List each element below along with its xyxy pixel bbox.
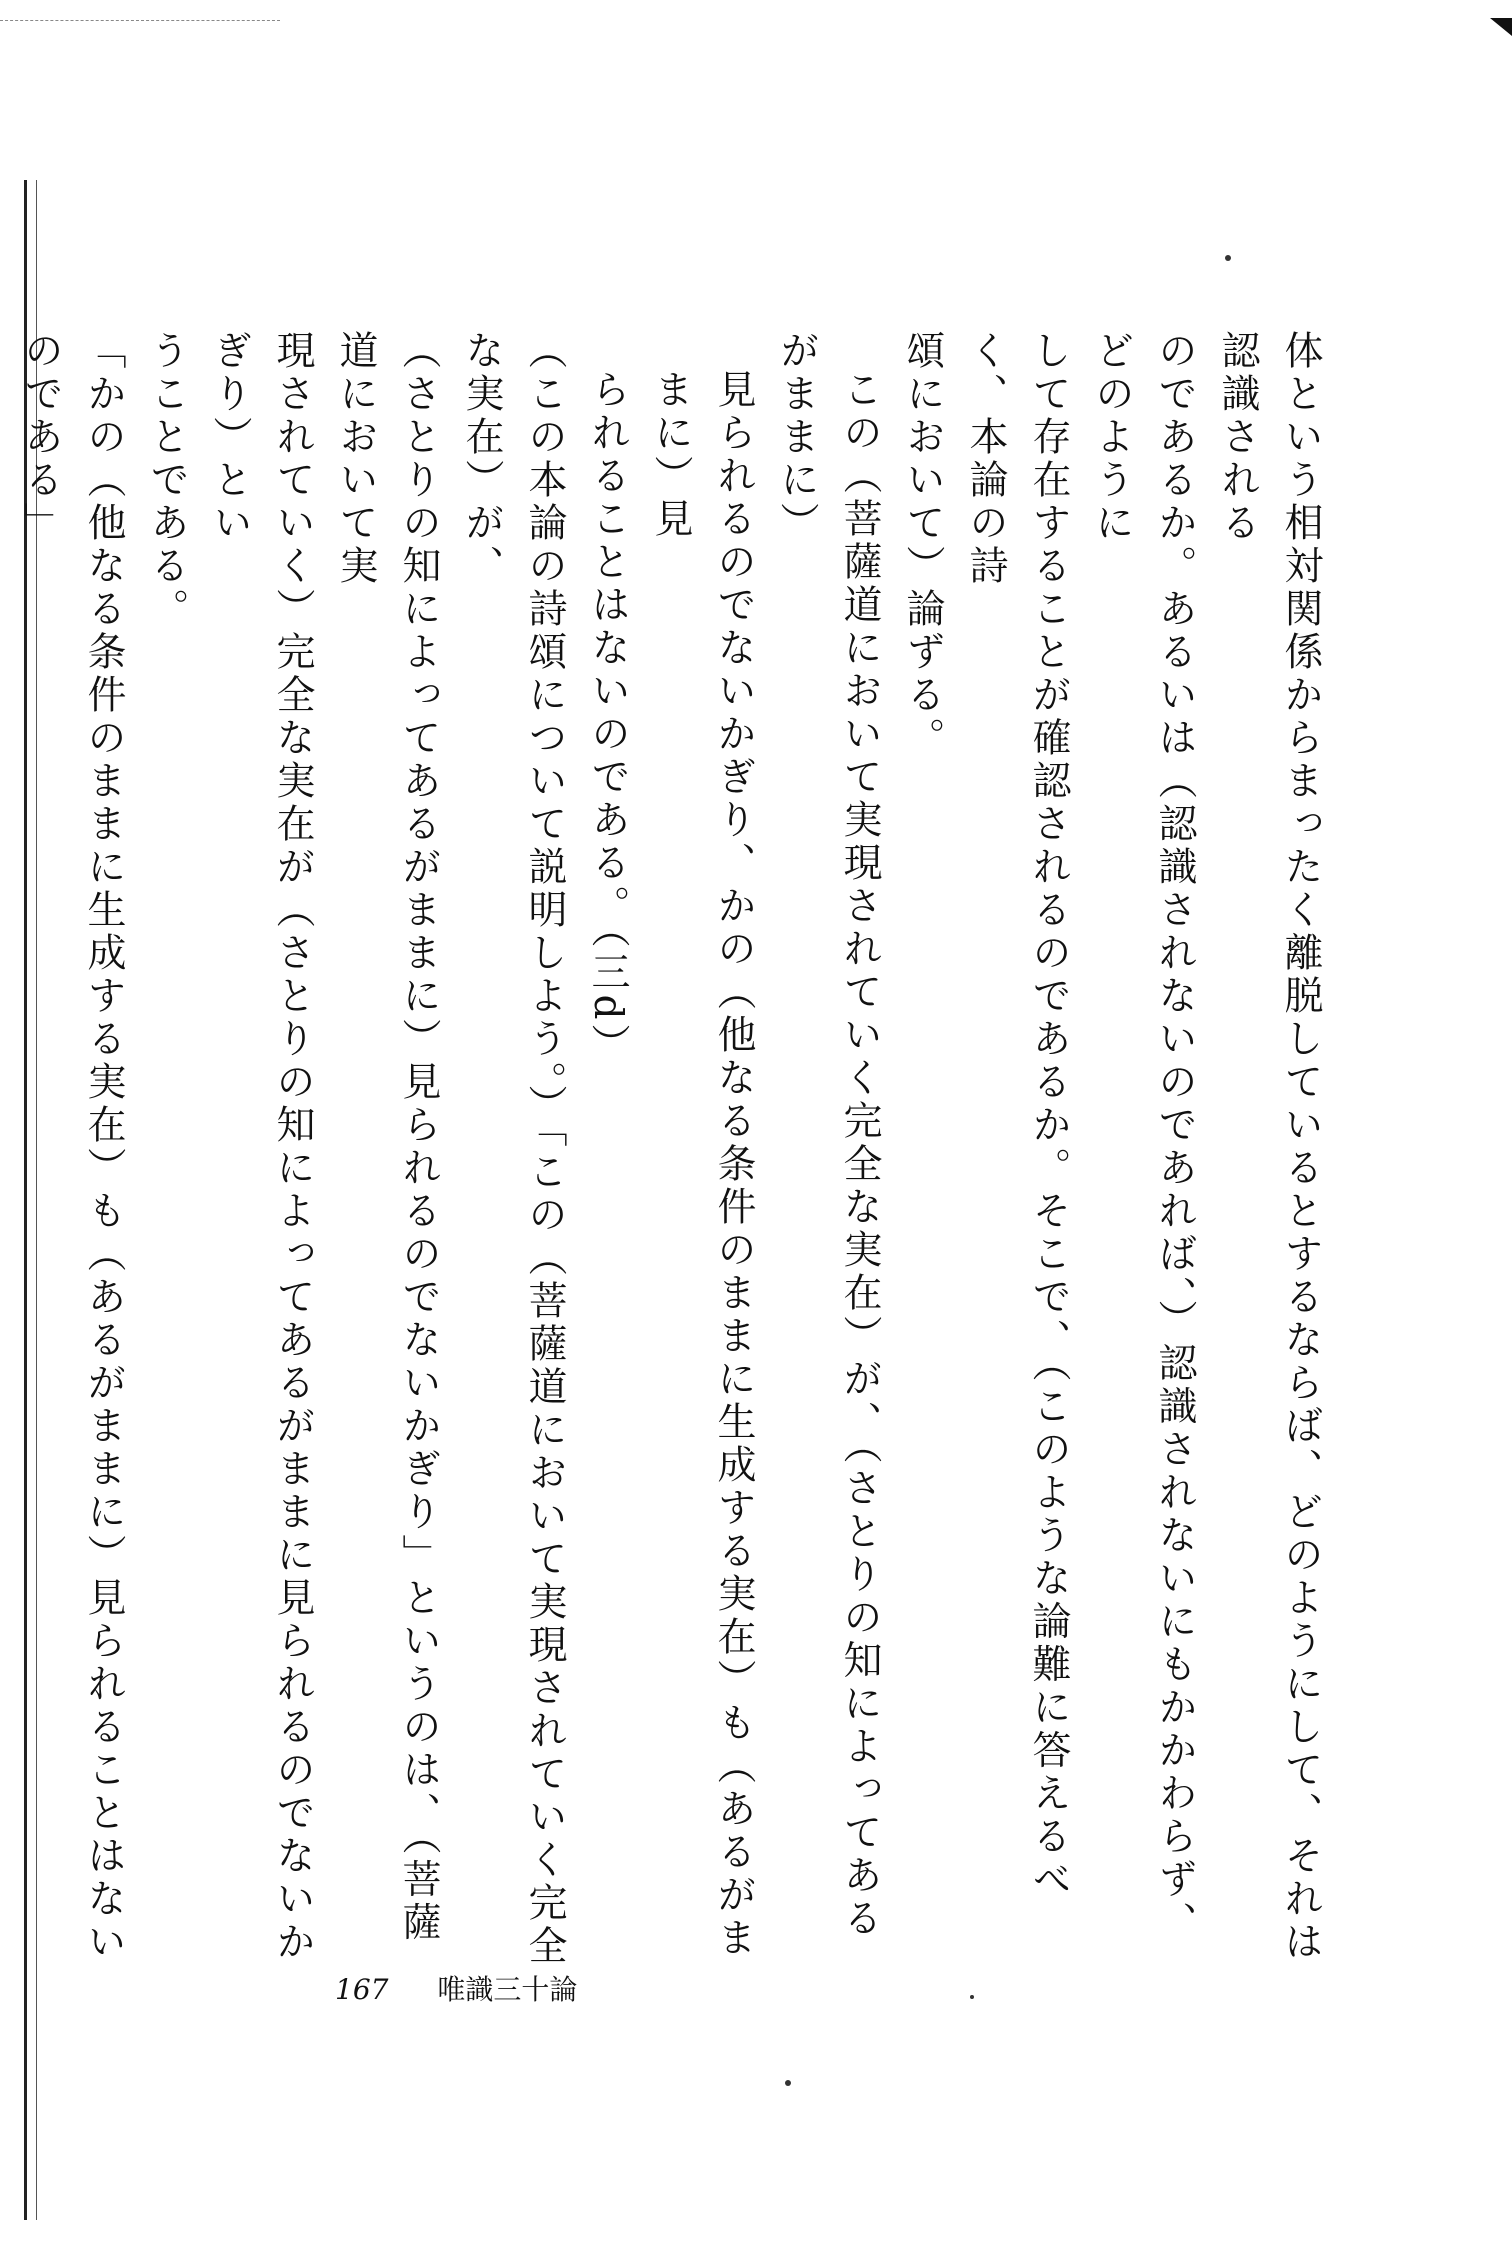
text-line: して存在することが確認されるのであるか。そこで、（このような論難に答えるべく、本論の詩 — [963, 330, 1071, 1902]
text-line: 体という相対関係からまったく離脱しているとするならば、どのようにして、それは認識される — [1215, 330, 1323, 1964]
verse-line: 見られるのでないかぎり、かの（他なる条件のままに生成する実在）も（あるがままに）見 — [648, 369, 756, 1960]
text-line: （この本論の詩頌について説明しよう。）「この（菩薩道において実現されていく完全な実在）が、 — [459, 330, 567, 1968]
text-line: （さとりの知によってあるがままに）見られるのでないかぎり」というのは、（菩薩道において実 — [333, 330, 441, 1945]
page-number: 167 — [335, 1973, 389, 2006]
body-text — [18, 330, 1332, 1980]
corner-scan-mark — [1490, 18, 1512, 36]
text-line — [0, 330, 9, 1980]
text-line: のであるか。あるいは（認識されないのであれば、）認識されないにもかかわらず、どのように — [1089, 330, 1197, 1945]
text-line: 頌において）論ずる。 — [900, 330, 945, 760]
text-line: 「かの（他なる条件のままに生成する実在）も（あるがままに）見られることはないのである」 — [18, 330, 126, 1964]
scan-speck — [785, 2080, 791, 2086]
running-title: 唯識三十論 — [437, 1973, 578, 2006]
verse-line: この（菩薩道において実現されていく完全な実在）が、（さとりの知によってあるがままに） — [774, 330, 882, 1941]
text-line: うことである。 — [144, 330, 189, 631]
scan-speck — [970, 1995, 974, 1999]
text-line: 現されていく）完全な実在が（さとりの知によってあるがままに見られるのでないかぎり）とい — [207, 330, 315, 1964]
verse-line: られることはないのである。（三d） — [585, 369, 630, 1067]
page-footer — [335, 1968, 577, 2008]
scan-speck — [1225, 255, 1231, 261]
top-scan-mark — [0, 0, 280, 21]
